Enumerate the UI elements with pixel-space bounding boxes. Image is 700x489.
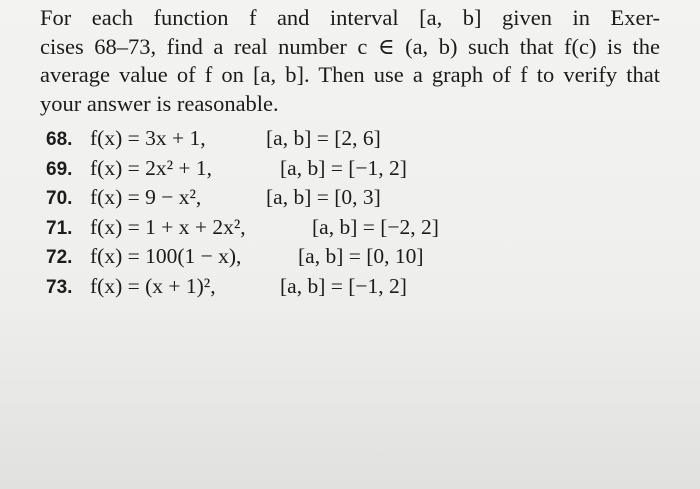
instructions-paragraph	[40, 4, 660, 118]
exercise-72	[46, 244, 439, 274]
exercise-function: f(x) = 1 + x + 2x²,	[90, 214, 246, 239]
exercise-function: f(x) = 3x + 1,	[90, 126, 206, 150]
exercise-71	[46, 215, 439, 245]
exercise-interval: [a, b] = [−1, 2]	[280, 273, 407, 298]
exercise-function: f(x) = 9 − x²,	[90, 185, 202, 209]
exercise-interval: [a, b] = [−2, 2]	[312, 214, 439, 239]
instructions-line-3: average value of f on [a, b]. Then use a graph of f to verify that	[40, 62, 660, 87]
exercise-list	[46, 126, 439, 303]
exercise-69	[46, 156, 439, 186]
exercise-interval: [a, b] = [2, 6]	[266, 126, 381, 150]
exercise-number: 73.	[46, 276, 73, 298]
exercise-function: f(x) = 2x² + 1,	[90, 155, 213, 180]
instructions-line-4: your answer is reasonable.	[40, 90, 279, 116]
exercise-function: f(x) = (x + 1)²,	[90, 273, 216, 298]
exercise-70	[46, 185, 439, 215]
exercise-interval: [a, b] = [−1, 2]	[280, 155, 407, 180]
instructions-line-2: cises 68–73, find a real number c ∈ (a, b) such that f(c) is the	[40, 33, 660, 59]
exercise-interval: [a, b] = [0, 10]	[298, 244, 424, 268]
exercise-number: 72.	[46, 247, 73, 268]
exercise-number: 68.	[46, 129, 73, 150]
exercise-number: 71.	[46, 217, 73, 239]
paper-shadow	[0, 300, 700, 489]
exercise-number: 69.	[46, 158, 73, 180]
exercise-73	[46, 274, 439, 304]
exercise-function: f(x) = 100(1 − x),	[90, 244, 242, 268]
exercise-68	[46, 126, 439, 156]
instructions-line-1: For each function f and interval [a, b] given in Exer-	[40, 5, 660, 30]
exercise-interval: [a, b] = [0, 3]	[266, 185, 381, 209]
exercise-number: 70.	[46, 188, 73, 209]
